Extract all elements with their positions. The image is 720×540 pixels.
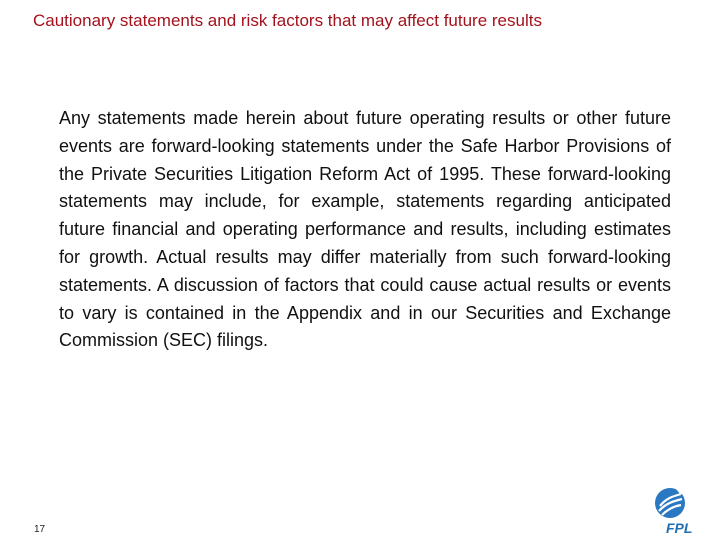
fpl-logo bbox=[648, 484, 712, 536]
fpl-logo-text: FPL bbox=[666, 520, 693, 536]
fpl-logo-icon bbox=[648, 484, 712, 536]
slide-title: Cautionary statements and risk factors that may affect future results bbox=[33, 11, 542, 30]
cautionary-statement-text: Any statements made herein about future operating results or other future events are forward-looking statements under the Safe Harbor Provisions of the Private Securities Litigation Reform Act of 1995. These forward-looking statements may include, for example, statements regarding anticipated future financial and operating performance and results, including estimates for growth. Actual results may differ materially from such forward-looking statements. A discussion of factors that could cause actual results or events to vary is contained in the Appendix and in our Securities and Exchange Commission (SEC) filings. bbox=[59, 108, 671, 351]
page-number: 17 bbox=[34, 524, 46, 535]
